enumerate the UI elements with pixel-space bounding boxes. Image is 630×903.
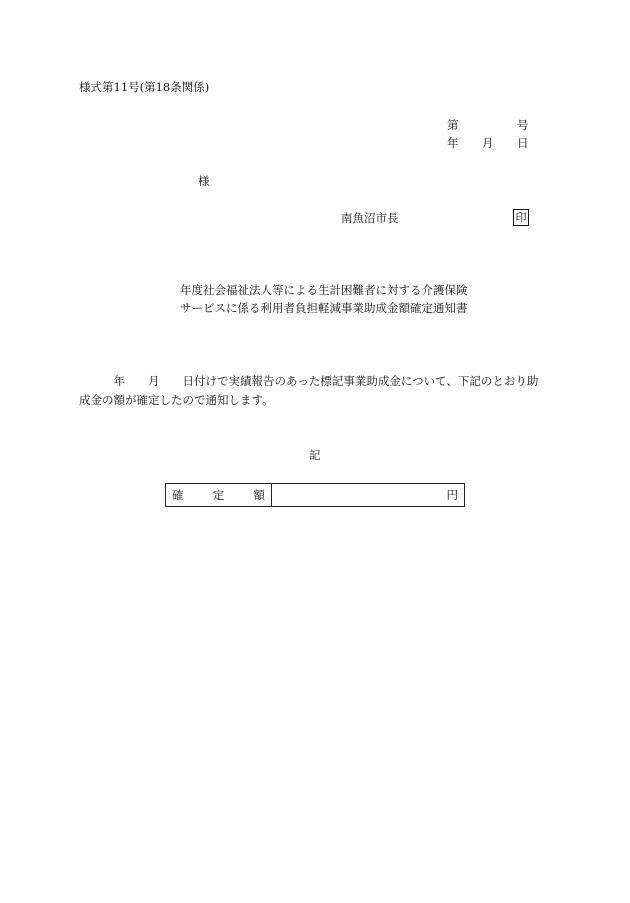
document-number-prefix: 第	[447, 118, 459, 132]
confirmed-amount-value	[272, 484, 464, 506]
date-month-label: 月	[482, 136, 494, 150]
issuer-name: 南魚沼市長	[341, 211, 399, 225]
confirmed-amount-label	[166, 484, 272, 506]
body-text-line-1: 年 月 日付けで実績報告のあった標記事業助成金について、下記のとおり助	[79, 374, 539, 388]
label-char: 確	[172, 488, 184, 502]
date-day-label: 日	[517, 136, 529, 150]
date-year-label: 年	[447, 136, 459, 150]
body-text-line-2: 成金の額が確定したので通知します。	[79, 393, 274, 407]
ki-heading: 記	[309, 448, 321, 462]
label-char: 定	[212, 488, 225, 502]
confirmed-amount-table	[165, 483, 465, 507]
document-title-line-2: サービスに係る利用者負担軽減事業助成金額確定通知書	[180, 301, 468, 315]
addressee-honorific: 様	[198, 174, 210, 188]
document-title-line-1: 年度社会福祉法人等による生計困難者に対する介護保険	[180, 283, 468, 297]
seal-mark: 印	[513, 209, 529, 226]
label-char: 額	[253, 488, 265, 502]
document-number-suffix: 号	[517, 118, 529, 132]
form-id: 様式第11号(第18条関係)	[79, 80, 210, 94]
currency-unit: 円	[446, 488, 458, 502]
